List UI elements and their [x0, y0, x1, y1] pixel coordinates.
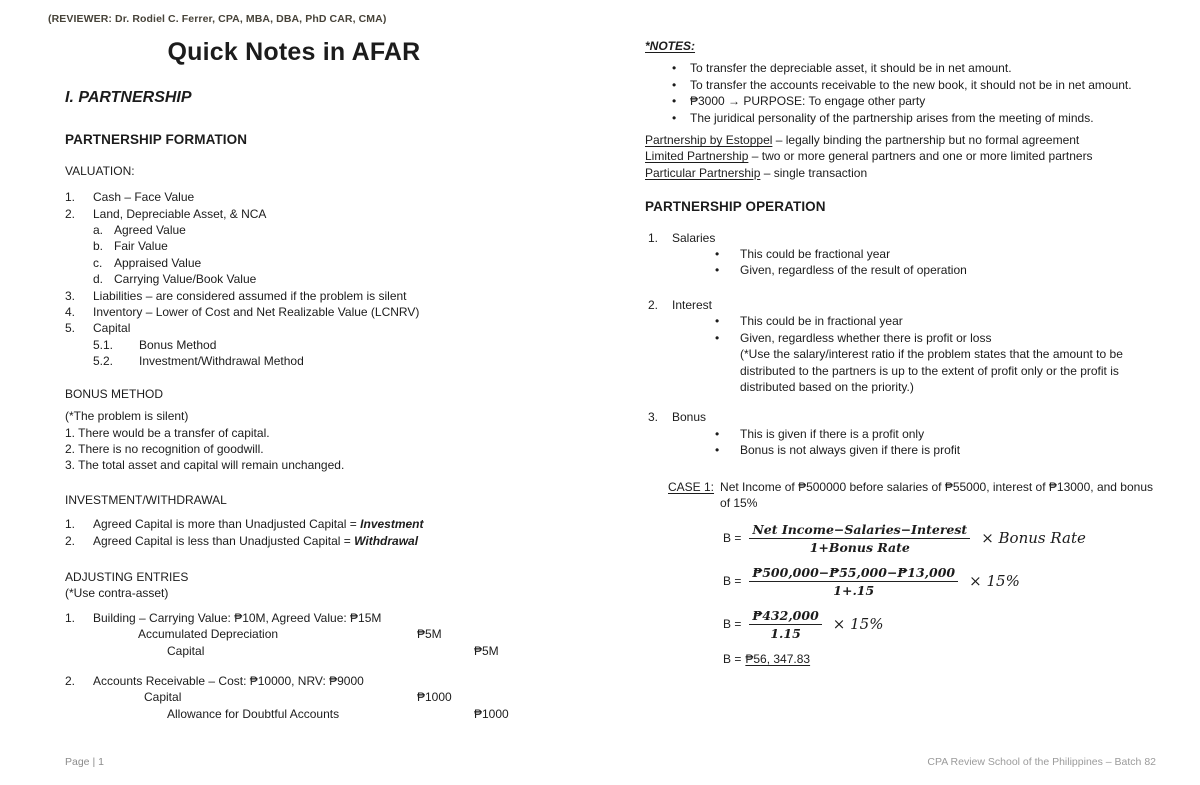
operation-bullet-text: Bonus is not always given if there is profit [740, 443, 961, 458]
list-marker: 3. [65, 288, 76, 303]
journal-amount: ₱5M [474, 643, 499, 658]
reviewer-credit: (REVIEWER: Dr. Rodiel C. Ferrer, CPA, MBA, DBA, PhD CAR, CMA) [48, 13, 387, 25]
journal-debit-line [65, 689, 523, 705]
list-item-text [93, 516, 523, 532]
formula-answer-value: ₱56, 347.83 [745, 652, 811, 667]
fraction [749, 608, 821, 641]
operation-title: Interest [672, 297, 713, 312]
notes-heading: *NOTES: [645, 39, 696, 53]
operation-bullet-text: Given, regardless of the result of operation [740, 263, 967, 278]
operation-item-interest [645, 297, 1165, 395]
adjusting-entry-2 [65, 673, 523, 722]
definition [645, 165, 1165, 181]
operation-bullet [715, 262, 1165, 278]
definition-term: Partnership by Estoppel [645, 133, 773, 148]
formula-suffix: × 15% [969, 572, 1020, 591]
bullet-marker: • [672, 110, 677, 125]
list-item-text: Bonus Method [139, 337, 217, 352]
list-item [65, 255, 523, 271]
bullet-marker: • [715, 314, 720, 329]
formula-lhs: B = [723, 531, 742, 546]
note-bullet [672, 93, 1165, 109]
fraction-numerator: ₱432,000 [749, 608, 821, 625]
entry-title-line [65, 673, 523, 689]
list-marker: 1. [65, 610, 76, 625]
definition-term: Limited Partnership [645, 149, 749, 164]
definition [645, 132, 1165, 148]
interest-priority-note: (*Use the salary/interest ratio if the problem states that the amount to be distributed to the partners is up to the extent of profit only or the profit is distributed based on the priority.) [740, 347, 1123, 394]
list-item [65, 288, 523, 304]
fraction [749, 565, 958, 598]
operation-bullet-text: This is given if there is a profit only [740, 426, 925, 441]
bonus-method-rule: 1. There would be a transfer of capital. [65, 425, 270, 440]
operation-bullet-text: Given, regardless whether there is profit or loss [740, 330, 992, 345]
case-1 [668, 479, 1165, 512]
definition-text: – legally binding the partnership but no formal agreement [772, 133, 1080, 148]
formula-suffix: × Bonus Rate [981, 529, 1086, 548]
journal-amount: ₱1000 [474, 706, 509, 721]
bullet-marker: • [672, 77, 677, 92]
journal-account: Accumulated Depreciation [138, 627, 279, 642]
list-item-text [93, 533, 523, 549]
formula-lhs: B = [723, 652, 742, 667]
list-item [65, 353, 523, 369]
bonus-formulas [723, 521, 1165, 668]
heading-bonus-method: BONUS METHOD [65, 386, 164, 401]
journal-credit-line [65, 706, 523, 722]
bullet-marker: • [715, 426, 720, 441]
journal-amount: ₱1000 [417, 690, 452, 705]
adjusting-entries-note: (*Use contra-asset) [65, 586, 169, 601]
formula-step-3 [723, 607, 1165, 641]
list-item [65, 206, 523, 222]
list-item-text: Liabilities – are considered assumed if the problem is silent [93, 288, 407, 303]
list-marker: 2. [648, 297, 659, 312]
adjusting-entry-1 [65, 610, 523, 659]
operation-item-salaries [645, 230, 1165, 279]
heading-investment-withdrawal: INVESTMENT/WITHDRAWAL [65, 492, 227, 507]
journal-amount: ₱5M [417, 627, 442, 642]
operation-bullet-text: This could be in fractional year [740, 314, 903, 329]
list-item-text: Agreed Value [114, 223, 186, 238]
list-marker: 5. [65, 321, 76, 336]
rule-text: Agreed Capital is less than Unadjusted Capital = [93, 533, 355, 548]
valuation-list [65, 189, 523, 369]
note-text: The juridical personality of the partnership arises from the meeting of minds. [690, 110, 1094, 125]
list-marker: 2. [65, 206, 76, 221]
bullet-marker: • [672, 61, 677, 76]
fraction-denominator: 1+.15 [833, 582, 875, 598]
journal-credit-line [65, 643, 523, 659]
heading-partnership-formation: PARTNERSHIP FORMATION [65, 132, 248, 148]
formula-lhs: B = [723, 574, 742, 589]
formula-step-1 [723, 521, 1165, 555]
rule-result: Investment [360, 517, 424, 532]
list-marker: 3. [648, 410, 659, 425]
right-column [645, 38, 1165, 677]
list-item [65, 337, 523, 353]
journal-account: Capital [167, 643, 205, 658]
list-item-text: Capital [93, 321, 131, 336]
operation-bullets [645, 426, 1165, 459]
operation-bullet [715, 313, 1165, 329]
formula-step-2 [723, 564, 1165, 598]
list-marker: 5.2. [93, 354, 114, 369]
section-heading-partnership: I. PARTNERSHIP [65, 89, 192, 106]
page-number: Page | 1 [65, 755, 104, 768]
investment-withdrawal-list [65, 516, 523, 549]
list-marker: 1. [648, 230, 659, 245]
entry-title: Accounts Receivable – Cost: ₱10000, NRV: ₱9000 [93, 673, 364, 688]
list-marker: d. [93, 272, 104, 287]
list-marker: c. [93, 255, 103, 270]
list-marker: 4. [65, 305, 76, 320]
list-marker: a. [93, 223, 104, 238]
rule-text: Agreed Capital is more than Unadjusted Capital = [93, 517, 361, 532]
operation-bullets [645, 313, 1165, 346]
note-text: To transfer the depreciable asset, it should be in net amount. [690, 61, 1012, 76]
list-item-text: Carrying Value/Book Value [114, 272, 257, 287]
journal-account: Allowance for Doubtful Accounts [167, 706, 340, 721]
formula-suffix: × 15% [832, 615, 884, 634]
left-column [65, 36, 523, 722]
bonus-method-rule: 2. There is no recognition of goodwill. [65, 441, 264, 456]
bonus-method-note: (*The problem is silent) [65, 409, 189, 424]
operation-bullets [645, 246, 1165, 279]
list-item [65, 304, 523, 320]
fraction-numerator: Net Income−Salaries−Interest [749, 522, 970, 539]
bullet-marker: • [715, 330, 720, 345]
list-marker: 5.1. [93, 337, 114, 352]
operation-title-line [645, 230, 1165, 246]
note-bullet [672, 60, 1165, 76]
note-bullet [672, 110, 1165, 126]
journal-account: Capital [144, 690, 182, 705]
list-item [65, 516, 523, 532]
list-item-text: Appraised Value [114, 255, 202, 270]
operation-bullet [715, 442, 1165, 458]
partnership-definitions [645, 132, 1165, 181]
operation-bullet [715, 426, 1165, 442]
case-label: CASE 1: [668, 479, 715, 494]
operation-title-line [645, 409, 1165, 425]
list-item [65, 189, 523, 205]
fraction-numerator: ₱500,000−₱55,000−₱13,000 [749, 565, 958, 582]
formula-answer [723, 650, 1165, 668]
operation-bullet [715, 246, 1165, 262]
note-bullet [672, 77, 1165, 93]
heading-adjusting-entries: ADJUSTING ENTRIES [65, 569, 189, 584]
formula-lhs: B = [723, 617, 742, 632]
definition-term: Particular Partnership [645, 165, 761, 180]
list-marker: b. [93, 239, 104, 254]
note-text: ₱3000 → PURPOSE: To engage other party [690, 94, 926, 109]
list-item-text: Cash – Face Value [93, 190, 195, 205]
bonus-method-rule: 3. The total asset and capital will remain unchanged. [65, 458, 345, 473]
rule-result: Withdrawal [354, 533, 419, 548]
list-item [65, 533, 523, 549]
document-title: Quick Notes in AFAR [167, 38, 421, 66]
bullet-marker: • [715, 263, 720, 278]
bullet-marker: • [715, 247, 720, 262]
school-footer: CPA Review School of the Philippines – Batch 82 [927, 755, 1156, 768]
bullet-marker: • [672, 94, 677, 109]
journal-debit-line [65, 626, 523, 642]
entry-title: Building – Carrying Value: ₱10M, Agreed Value: ₱15M [93, 610, 382, 625]
operation-item-bonus [645, 409, 1165, 458]
list-item-text: Land, Depreciable Asset, & NCA [93, 206, 267, 221]
list-item [65, 271, 523, 287]
case-text: Net Income of ₱500000 before salaries of ₱55000, interest of ₱13000, and bonus of 15% [720, 479, 1153, 510]
list-item [65, 320, 523, 336]
list-item [65, 238, 523, 254]
note-text: To transfer the accounts receivable to the new book, it should not be in net amount. [690, 77, 1132, 92]
definition [645, 148, 1165, 164]
fraction [749, 522, 970, 555]
list-item-text: Inventory – Lower of Cost and Net Realizable Value (LCNRV) [93, 305, 420, 320]
fraction-denominator: 1.15 [770, 625, 801, 641]
notes-bullet-list [645, 60, 1165, 126]
operation-title: Bonus [672, 410, 707, 425]
definition-text: – two or more general partners and one or more limited partners [748, 149, 1093, 164]
list-marker: 2. [65, 673, 76, 688]
list-item-text: Investment/Withdrawal Method [139, 354, 304, 369]
heading-partnership-operation: PARTNERSHIP OPERATION [645, 199, 826, 215]
operation-title: Salaries [672, 230, 716, 245]
list-marker: 1. [65, 517, 76, 532]
operation-bullet [715, 330, 1165, 346]
list-item-text: Fair Value [114, 239, 168, 254]
list-marker: 2. [65, 533, 76, 548]
valuation-label: VALUATION: [65, 163, 135, 178]
list-marker: 1. [65, 190, 76, 205]
definition-text: – single transaction [760, 165, 868, 180]
entry-title-line [65, 610, 523, 626]
operation-bullet-text: This could be fractional year [740, 247, 891, 262]
fraction-denominator: 1+Bonus Rate [809, 539, 910, 555]
list-item [65, 222, 523, 238]
bullet-marker: • [715, 443, 720, 458]
operation-title-line [645, 297, 1165, 313]
